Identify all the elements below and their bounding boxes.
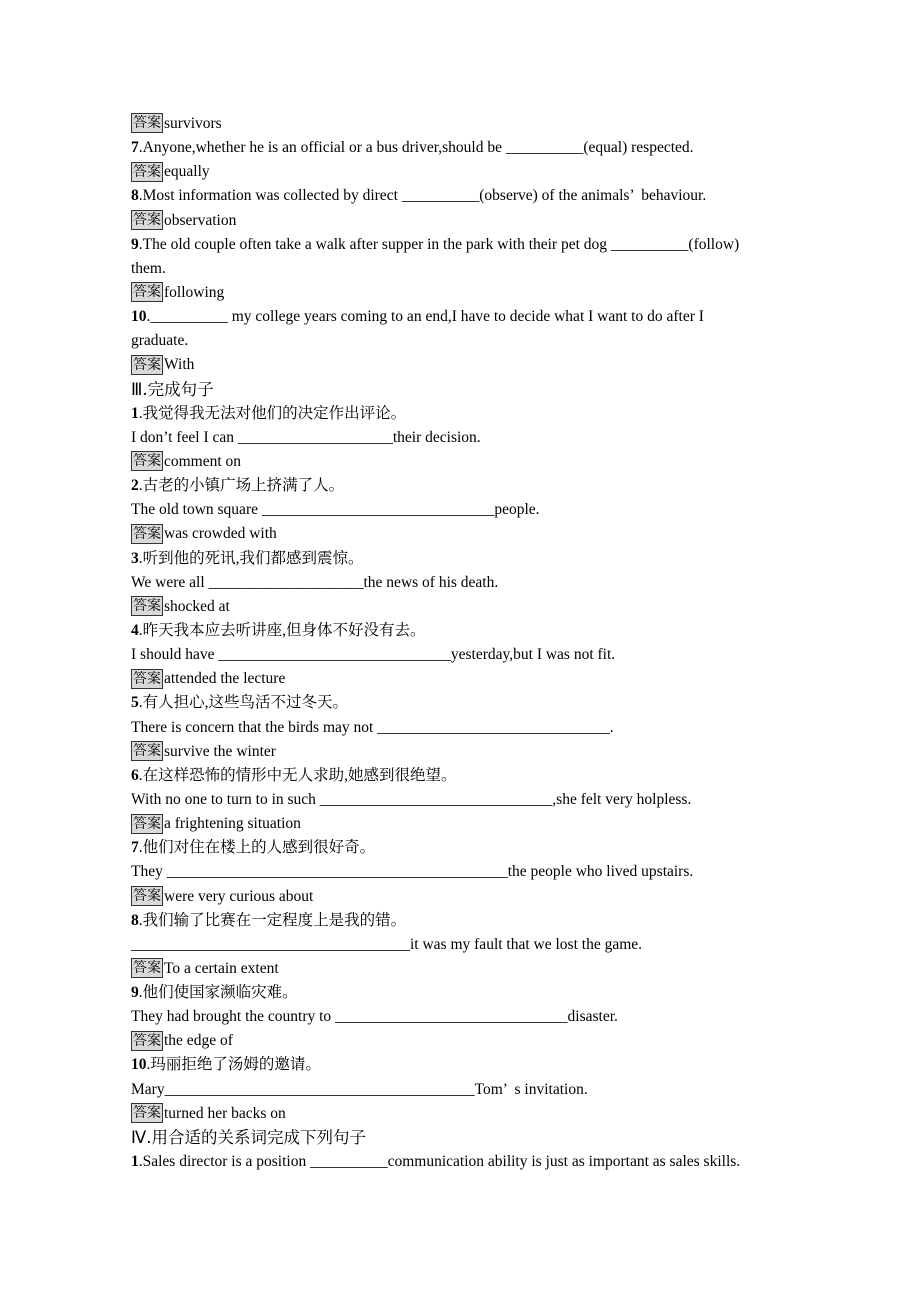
answer-line [131,1102,791,1126]
text-line [131,643,791,667]
answer-badge: 答案 [133,887,161,904]
answer-badge: 答案 [133,212,161,228]
section-heading [131,1126,791,1150]
question-line [131,1150,791,1174]
question-number: 10 [131,1056,147,1074]
question-line [131,136,791,160]
line-text: I don’t feel I can ____________________their decision. [131,428,481,446]
question-line [131,764,791,788]
line-text: comment on [164,452,242,470]
answer-badge: 答案 [133,1105,161,1122]
question-number: 7 [131,839,139,857]
answer-badge: 答案 [133,284,161,301]
question-number: 6 [131,766,139,784]
line-text: the edge of [164,1032,233,1050]
line-text: .Sales director is a position __________communication ability is just as important as sales skills. [138,1153,741,1171]
exercise-content [131,112,791,1174]
line-text: .在这样恐怖的情形中无人求助,她感到很绝望。 [138,766,457,784]
line-text: equally [164,163,210,181]
line-text: .昨天我本应去听讲座,但身体不好没有去。 [138,621,426,639]
answer-line [131,957,791,981]
answer-badge: 答案 [133,815,161,832]
section-heading [131,378,791,402]
question-number: 5 [131,694,139,712]
line-text: With [164,356,195,374]
question-line [131,547,791,571]
line-text: They had brought the country to ______________________________disaster. [131,1008,618,1026]
line-text: We were all ____________________the news of his death. [131,573,499,591]
text-line [131,329,791,353]
answer-line [131,740,791,764]
question-number: 4 [131,621,139,639]
line-text: ____________________________________it was my fault that we lost the game. [131,935,643,953]
answer-line [131,353,791,377]
line-text: They ____________________________________________the people who lived upstairs. [131,863,694,881]
line-text: .Anyone,whether he is an official or a bus driver,should be __________(equal) respected. [138,139,694,157]
question-number: 9 [131,984,139,1002]
answer-line [131,209,791,233]
answer-line [131,1029,791,1053]
line-text: .他们使国家濒临灾难。 [138,984,298,1002]
answer-badge: 答案 [133,1032,161,1049]
question-number: 8 [131,187,139,205]
question-number: 10 [131,308,147,326]
line-text: .Most information was collected by direct __________(observe) of the animals’ behaviour. [138,187,707,205]
question-line [131,402,791,426]
line-text: observation [164,211,237,229]
question-line [131,909,791,933]
answer-line [131,160,791,184]
answer-badge: 答案 [133,356,161,373]
text-line [131,257,791,281]
answer-line [131,281,791,305]
answer-line [131,812,791,836]
line-text: graduate. [131,332,189,350]
text-line [131,788,791,812]
text-line [131,716,791,740]
line-text: .古老的小镇广场上挤满了人。 [138,477,345,495]
line-text: To a certain extent [164,959,279,977]
question-number: 2 [131,477,139,495]
answer-badge: 答案 [133,670,161,687]
line-text: .听到他的死讯,我们都感到震惊。 [138,549,364,567]
question-number: 3 [131,549,139,567]
line-text: .__________ my college years coming to an end,I have to decide what I want to do after I [146,308,704,326]
line-text: survive the winter [164,742,276,760]
answer-badge: 答案 [133,163,161,180]
answer-line [131,885,791,909]
text-line [131,1078,791,1102]
line-text: following [164,283,225,301]
line-text: a frightening situation [164,815,301,833]
answer-line [131,667,791,691]
question-number: 9 [131,235,139,253]
answer-line [131,522,791,546]
question-line [131,981,791,1005]
line-text: With no one to turn to in such ______________________________,she felt very holpless. [131,790,692,808]
line-text: The old town square ______________________________people. [131,501,540,519]
question-number: 8 [131,911,139,929]
question-line [131,305,791,329]
text-line [131,498,791,522]
text-line [131,426,791,450]
line-text: .我们输了比赛在一定程度上是我的错。 [138,911,407,929]
line-text: .他们对住在楼上的人感到很好奇。 [138,839,376,857]
text-line [131,860,791,884]
line-text: were very curious about [164,887,314,905]
line-text: survivors [164,115,222,132]
text-line [131,933,791,957]
line-text: them. [131,259,166,277]
answer-line [131,595,791,619]
answer-badge: 答案 [133,525,161,542]
question-number: 1 [131,1153,139,1171]
question-line [131,474,791,498]
answer-badge: 答案 [133,115,161,132]
line-text: was crowded with [164,525,277,543]
answer-line [131,450,791,474]
question-number: 1 [131,404,139,422]
question-line [131,184,791,208]
question-line [131,619,791,643]
question-line [131,836,791,860]
question-line [131,691,791,715]
question-number: 7 [131,139,139,157]
text-line [131,571,791,595]
text-line [131,1005,791,1029]
line-text: .玛丽拒绝了汤姆的邀请。 [146,1056,321,1074]
answer-badge: 答案 [133,960,161,977]
line-text: Ⅳ.用合适的关系词完成下列句子 [131,1127,366,1147]
line-text: turned her backs on [164,1104,286,1122]
line-text: Ⅲ.完成句子 [131,379,214,399]
line-text: There is concern that the birds may not ______________________________. [131,718,614,736]
line-text: attended the lecture [164,670,286,688]
line-text: .The old couple often take a walk after supper in the park with their pet dog __________(follow) [138,235,740,253]
answer-badge: 答案 [133,453,161,470]
answer-line [131,112,791,136]
question-line [131,1053,791,1077]
question-line [131,233,791,257]
line-text: I should have ______________________________yesterday,but I was not fit. [131,646,616,664]
line-text: .有人担心,这些鸟活不过冬天。 [138,694,349,712]
line-text: Mary________________________________________Tom’ s invitation. [131,1080,588,1098]
answer-badge: 答案 [133,743,161,760]
line-text: shocked at [164,597,230,615]
answer-badge: 答案 [133,598,161,615]
line-text: .我觉得我无法对他们的决定作出评论。 [138,404,407,422]
